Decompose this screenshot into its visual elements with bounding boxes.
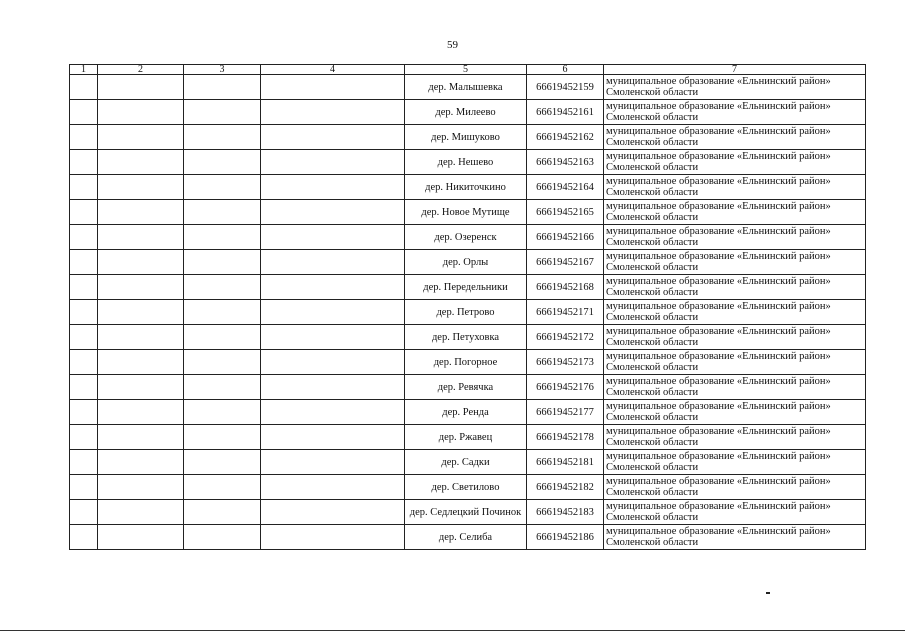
empty-cell xyxy=(70,300,98,325)
table-row xyxy=(70,425,866,450)
empty-cell xyxy=(98,275,184,300)
empty-cell xyxy=(261,225,405,250)
empty-cell xyxy=(261,325,405,350)
empty-cell xyxy=(261,275,405,300)
municipality-cell: муниципальное образование «Ельнинский район» Смоленской области xyxy=(604,450,866,475)
empty-cell xyxy=(98,325,184,350)
empty-cell xyxy=(261,350,405,375)
empty-cell xyxy=(184,250,261,275)
empty-cell xyxy=(261,300,405,325)
empty-cell xyxy=(184,500,261,525)
oktmo-code-cell: 66619452172 xyxy=(527,325,604,350)
municipality-cell: муниципальное образование «Ельнинский район» Смоленской области xyxy=(604,100,866,125)
municipality-cell: муниципальное образование «Ельнинский район» Смоленской области xyxy=(604,300,866,325)
settlement-name-cell: дер. Милеево xyxy=(405,100,527,125)
table-row xyxy=(70,75,866,100)
column-header: 2 xyxy=(98,65,184,75)
empty-cell xyxy=(184,375,261,400)
settlement-name-cell: дер. Погорное xyxy=(405,350,527,375)
municipality-cell: муниципальное образование «Ельнинский район» Смоленской области xyxy=(604,350,866,375)
empty-cell xyxy=(184,425,261,450)
empty-cell xyxy=(261,75,405,100)
municipality-cell: муниципальное образование «Ельнинский район» Смоленской области xyxy=(604,150,866,175)
empty-cell xyxy=(261,500,405,525)
empty-cell xyxy=(70,400,98,425)
empty-cell xyxy=(70,100,98,125)
page-number: 59 xyxy=(447,39,458,51)
empty-cell xyxy=(70,475,98,500)
oktmo-code-cell: 66619452167 xyxy=(527,250,604,275)
municipality-cell: муниципальное образование «Ельнинский район» Смоленской области xyxy=(604,175,866,200)
empty-cell xyxy=(70,450,98,475)
empty-cell xyxy=(98,425,184,450)
table-row xyxy=(70,450,866,475)
table-row xyxy=(70,525,866,550)
settlement-name-cell: дер. Никиточкино xyxy=(405,175,527,200)
empty-cell xyxy=(98,200,184,225)
municipality-cell: муниципальное образование «Ельнинский район» Смоленской области xyxy=(604,375,866,400)
empty-cell xyxy=(184,275,261,300)
empty-cell xyxy=(70,250,98,275)
empty-cell xyxy=(98,225,184,250)
oktmo-code-cell: 66619452177 xyxy=(527,400,604,425)
empty-cell xyxy=(261,100,405,125)
empty-cell xyxy=(70,125,98,150)
municipality-cell: муниципальное образование «Ельнинский район» Смоленской области xyxy=(604,125,866,150)
settlement-name-cell: дер. Ревячка xyxy=(405,375,527,400)
municipality-cell: муниципальное образование «Ельнинский район» Смоленской области xyxy=(604,500,866,525)
empty-cell xyxy=(184,450,261,475)
empty-cell xyxy=(70,175,98,200)
empty-cell xyxy=(98,450,184,475)
oktmo-code-cell: 66619452186 xyxy=(527,525,604,550)
empty-cell xyxy=(261,475,405,500)
empty-cell xyxy=(98,475,184,500)
empty-cell xyxy=(98,525,184,550)
column-header: 7 xyxy=(604,65,866,75)
empty-cell xyxy=(261,150,405,175)
empty-cell xyxy=(70,150,98,175)
municipality-cell: муниципальное образование «Ельнинский район» Смоленской области xyxy=(604,200,866,225)
oktmo-code-cell: 66619452161 xyxy=(527,100,604,125)
oktmo-code-cell: 66619452168 xyxy=(527,275,604,300)
oktmo-code-cell: 66619452166 xyxy=(527,225,604,250)
empty-cell xyxy=(70,75,98,100)
municipality-cell: муниципальное образование «Ельнинский район» Смоленской области xyxy=(604,475,866,500)
table-row xyxy=(70,250,866,275)
column-header: 4 xyxy=(261,65,405,75)
municipality-cell: муниципальное образование «Ельнинский район» Смоленской области xyxy=(604,400,866,425)
empty-cell xyxy=(98,250,184,275)
empty-cell xyxy=(261,375,405,400)
settlement-name-cell: дер. Ржавец xyxy=(405,425,527,450)
settlement-name-cell: дер. Садки xyxy=(405,450,527,475)
empty-cell xyxy=(184,350,261,375)
empty-cell xyxy=(184,175,261,200)
table-row xyxy=(70,150,866,175)
oktmo-code-cell: 66619452165 xyxy=(527,200,604,225)
table-row xyxy=(70,200,866,225)
table-row xyxy=(70,375,866,400)
empty-cell xyxy=(261,175,405,200)
oktmo-code-cell: 66619452183 xyxy=(527,500,604,525)
table-row xyxy=(70,325,866,350)
oktmo-code-cell: 66619452162 xyxy=(527,125,604,150)
table-row xyxy=(70,500,866,525)
settlement-name-cell: дер. Малышевка xyxy=(405,75,527,100)
empty-cell xyxy=(261,450,405,475)
empty-cell xyxy=(98,500,184,525)
settlement-name-cell: дер. Передельники xyxy=(405,275,527,300)
empty-cell xyxy=(184,125,261,150)
table-row xyxy=(70,400,866,425)
empty-cell xyxy=(70,375,98,400)
scan-speck xyxy=(766,592,770,594)
empty-cell xyxy=(184,225,261,250)
column-header: 6 xyxy=(527,65,604,75)
empty-cell xyxy=(98,100,184,125)
empty-cell xyxy=(98,175,184,200)
oktmo-code-cell: 66619452176 xyxy=(527,375,604,400)
empty-cell xyxy=(261,200,405,225)
municipality-cell: муниципальное образование «Ельнинский район» Смоленской области xyxy=(604,425,866,450)
empty-cell xyxy=(261,400,405,425)
empty-cell xyxy=(98,125,184,150)
municipality-cell: муниципальное образование «Ельнинский район» Смоленской области xyxy=(604,325,866,350)
empty-cell xyxy=(184,525,261,550)
settlement-name-cell: дер. Петрово xyxy=(405,300,527,325)
table-row xyxy=(70,475,866,500)
settlements-table xyxy=(69,64,866,550)
empty-cell xyxy=(98,150,184,175)
settlement-name-cell: дер. Мишуково xyxy=(405,125,527,150)
empty-cell xyxy=(261,425,405,450)
municipality-cell: муниципальное образование «Ельнинский район» Смоленской области xyxy=(604,275,866,300)
settlement-name-cell: дер. Новое Мутище xyxy=(405,200,527,225)
empty-cell xyxy=(70,275,98,300)
empty-cell xyxy=(261,125,405,150)
settlement-name-cell: дер. Орлы xyxy=(405,250,527,275)
empty-cell xyxy=(98,400,184,425)
oktmo-code-cell: 66619452171 xyxy=(527,300,604,325)
empty-cell xyxy=(184,100,261,125)
empty-cell xyxy=(70,425,98,450)
settlement-name-cell: дер. Ренда xyxy=(405,400,527,425)
empty-cell xyxy=(184,400,261,425)
settlement-name-cell: дер. Озеренск xyxy=(405,225,527,250)
column-number-row xyxy=(70,65,866,75)
empty-cell xyxy=(184,300,261,325)
empty-cell xyxy=(184,75,261,100)
empty-cell xyxy=(261,250,405,275)
table-row xyxy=(70,275,866,300)
table-row xyxy=(70,100,866,125)
empty-cell xyxy=(70,525,98,550)
settlement-name-cell: дер. Петуховка xyxy=(405,325,527,350)
column-header: 3 xyxy=(184,65,261,75)
empty-cell xyxy=(70,200,98,225)
municipality-cell: муниципальное образование «Ельнинский район» Смоленской области xyxy=(604,225,866,250)
empty-cell xyxy=(184,150,261,175)
empty-cell xyxy=(261,525,405,550)
oktmo-code-cell: 66619452164 xyxy=(527,175,604,200)
table-row xyxy=(70,225,866,250)
settlement-name-cell: дер. Светилово xyxy=(405,475,527,500)
oktmo-code-cell: 66619452182 xyxy=(527,475,604,500)
municipality-cell: муниципальное образование «Ельнинский район» Смоленской области xyxy=(604,250,866,275)
municipality-cell: муниципальное образование «Ельнинский район» Смоленской области xyxy=(604,525,866,550)
empty-cell xyxy=(70,500,98,525)
table-row xyxy=(70,300,866,325)
column-header: 5 xyxy=(405,65,527,75)
empty-cell xyxy=(184,325,261,350)
settlement-name-cell: дер. Седлецкий Починок xyxy=(405,500,527,525)
scan-edge-line xyxy=(0,630,905,631)
empty-cell xyxy=(98,350,184,375)
oktmo-code-cell: 66619452159 xyxy=(527,75,604,100)
table-row xyxy=(70,175,866,200)
empty-cell xyxy=(98,75,184,100)
municipality-cell: муниципальное образование «Ельнинский район» Смоленской области xyxy=(604,75,866,100)
empty-cell xyxy=(184,475,261,500)
empty-cell xyxy=(98,375,184,400)
oktmo-code-cell: 66619452178 xyxy=(527,425,604,450)
empty-cell xyxy=(184,200,261,225)
settlement-name-cell: дер. Нешево xyxy=(405,150,527,175)
empty-cell xyxy=(70,325,98,350)
oktmo-code-cell: 66619452173 xyxy=(527,350,604,375)
empty-cell xyxy=(98,300,184,325)
settlement-name-cell: дер. Селиба xyxy=(405,525,527,550)
empty-cell xyxy=(70,350,98,375)
oktmo-code-cell: 66619452181 xyxy=(527,450,604,475)
table-row xyxy=(70,125,866,150)
table-row xyxy=(70,350,866,375)
oktmo-code-cell: 66619452163 xyxy=(527,150,604,175)
column-header: 1 xyxy=(70,65,98,75)
empty-cell xyxy=(70,225,98,250)
